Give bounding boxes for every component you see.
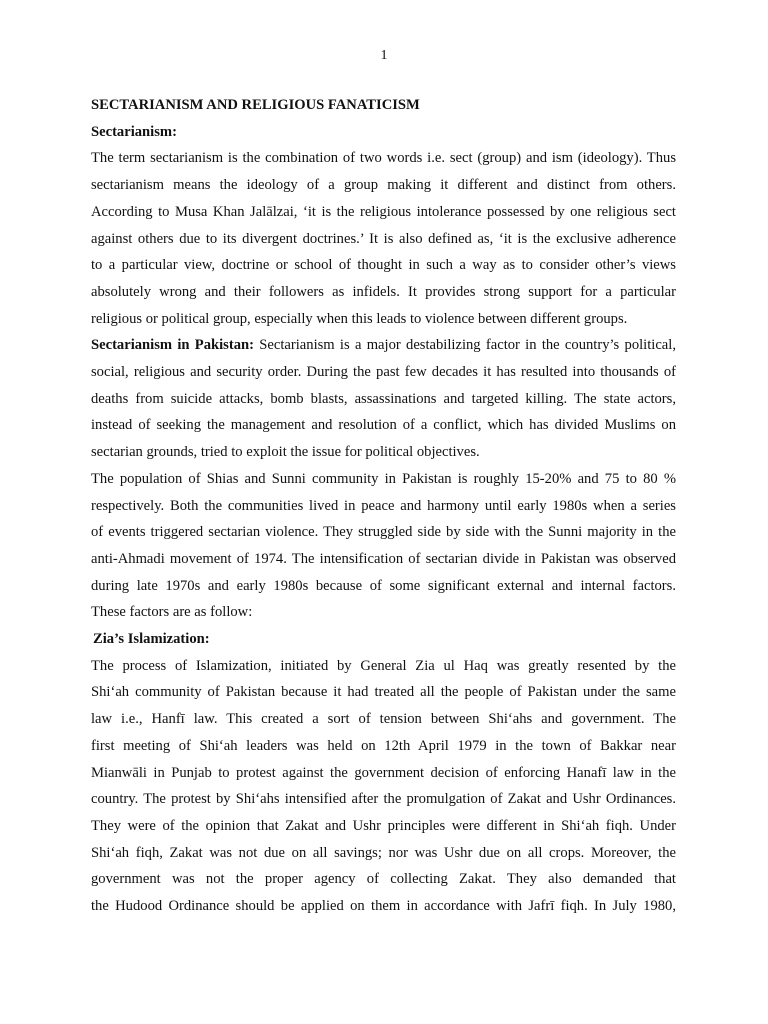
text-line: against others due to its divergent doctrines.’ It is also defined as, ‘it is the exclusive adherence — [91, 230, 676, 247]
section-heading-sectarianism: Sectarianism: — [91, 123, 177, 140]
text-line: Shi‘ah fiqh, Zakat was not due on all savings; nor was Ushr due on all crops. Moreover, the — [91, 844, 676, 861]
text-line: social, religious and security order. During the past few decades it has resulted into thousands of — [91, 364, 676, 381]
text-line: the Hudood Ordinance should be applied on them in accordance with Jafrī fiqh. In July 1980, — [91, 898, 676, 915]
text-line: first meeting of Shi‘ah leaders was held on 12th April 1979 in the town of Bakkar near — [91, 737, 676, 754]
text-line: instead of seeking the management and resolution of a conflict, which has divided Muslims on — [91, 417, 676, 434]
text-line: law i.e., Hanfī law. This created a sort of tension between Shi‘ahs and government. The — [91, 711, 676, 728]
text-line: government was not the proper agency of collecting Zakat. They also demanded that — [91, 871, 676, 888]
text-line: during late 1970s and early 1980s because of some significant external and internal factors. — [91, 577, 676, 594]
text-line: sectarian grounds, tried to exploit the issue for political objectives. — [91, 444, 480, 461]
text-line: Mianwāli in Punjab to protest against the government decision of enforcing Hanafī law in the — [91, 764, 676, 781]
section-heading-zia: Zia’s Islamization: — [93, 631, 210, 648]
text-line: According to Musa Khan Jalālzai, ‘it is the religious intolerance possessed by one religious sect — [91, 203, 676, 220]
text-line: to a particular view, doctrine or school of thought in such a way as to consider other’s views — [91, 257, 676, 274]
paragraph-population — [91, 466, 676, 626]
paragraph-zia-islamization — [91, 653, 676, 920]
text-line: anti-Ahmadi movement of 1974. The intensification of sectarian divide in Pakistan was observed — [91, 550, 676, 567]
section-heading-pakistan: Sectarianism in Pakistan: — [91, 337, 254, 354]
text-span: Sectarianism is a major destabilizing factor in the country’s political, — [254, 337, 676, 354]
text-line: Shi‘ah community of Pakistan because it had treated all the people of Pakistan under the same — [91, 684, 676, 701]
text-line: The population of Shias and Sunni community in Pakistan is roughly 15-20% and 75 to 80 % — [91, 470, 676, 487]
document-body — [91, 92, 676, 920]
paragraph-sectarianism-in-pakistan — [91, 332, 676, 466]
paragraph-sectarianism — [91, 145, 676, 332]
page-number: 1 — [380, 48, 388, 63]
text-line: absolutely wrong and their followers as infidels. It provides strong support for a particular — [91, 283, 676, 300]
text-line: These factors are as follow: — [91, 604, 253, 621]
text-line: The term sectarianism is the combination of two words i.e. sect (group) and ism (ideology). Thus — [91, 150, 676, 167]
text-line: respectively. Both the communities lived in peace and harmony until early 1980s when a series — [91, 497, 676, 514]
text-line: The process of Islamization, initiated by General Zia ul Haq was greatly resented by the — [91, 657, 676, 674]
text-line: They were of the opinion that Zakat and Ushr principles were different in Shi‘ah fiqh. Under — [91, 817, 676, 834]
text-line: of events triggered sectarian violence. They struggled side by side with the Sunni majority in the — [91, 524, 676, 541]
text-line — [91, 332, 676, 359]
text-line: deaths from suicide attacks, bomb blasts, assassinations and targeted killing. The state actors, — [91, 390, 676, 407]
document-title: SECTARIANISM AND RELIGIOUS FANATICISM — [91, 97, 420, 113]
text-line: religious or political group, especially when this leads to violence between different groups. — [91, 310, 628, 327]
text-line: sectarianism means the ideology of a group making it different and distinct from others. — [91, 177, 676, 194]
text-line: country. The protest by Shi‘ahs intensified after the promulgation of Zakat and Ushr Ordinances. — [91, 791, 676, 808]
